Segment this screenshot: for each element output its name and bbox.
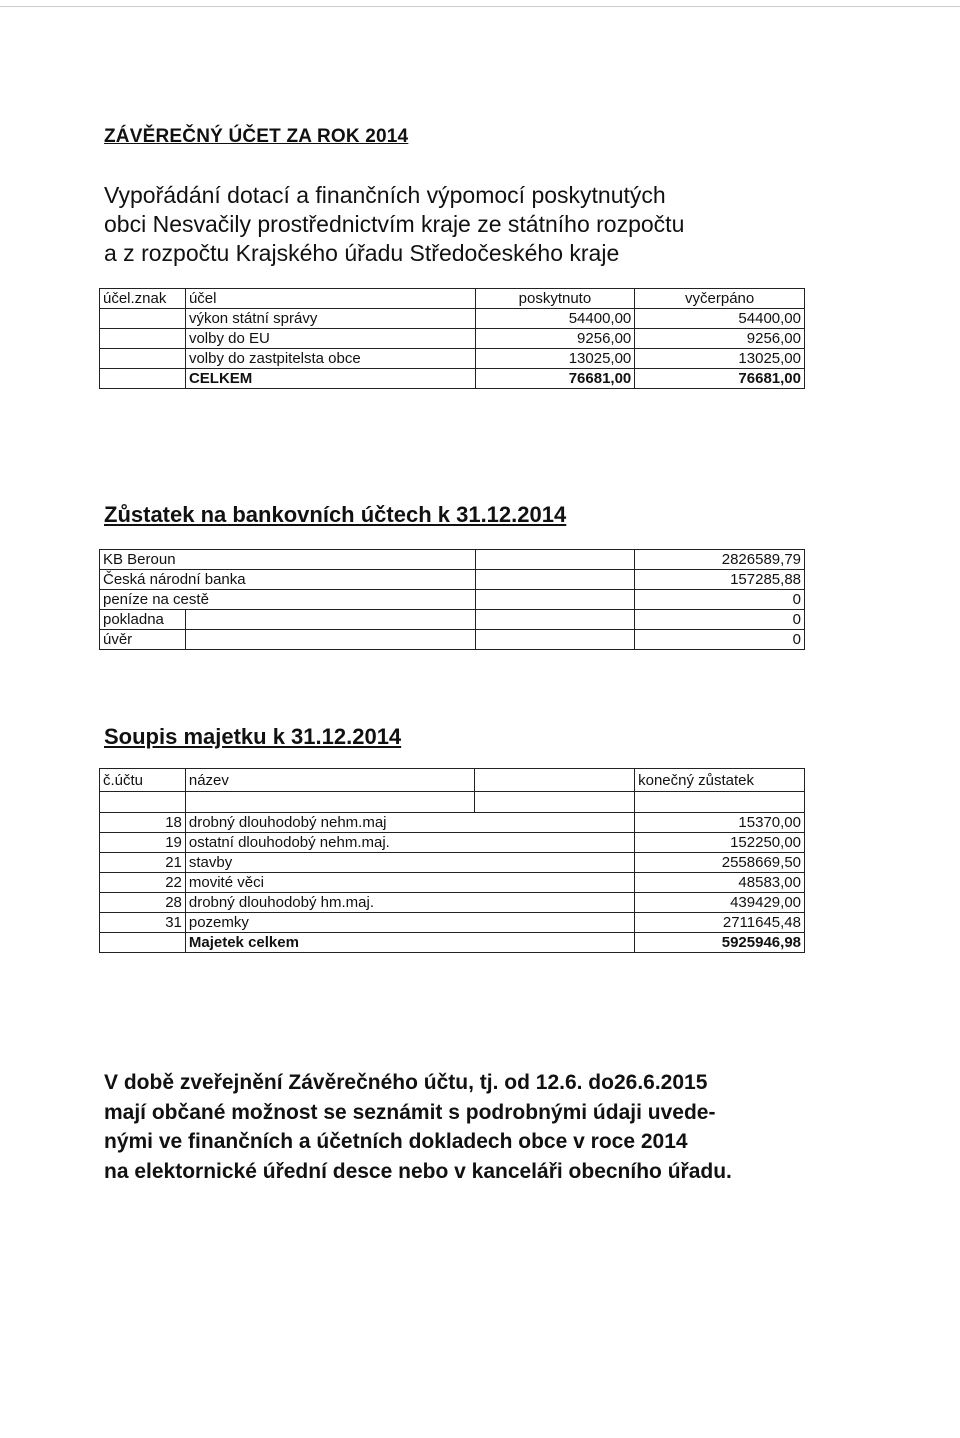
balance-cell: 48583,00 (635, 873, 805, 893)
empty-cell (185, 630, 475, 650)
notice-line: mají občané možnost se seznámit s podrobnými údaji uvede- (104, 1100, 716, 1124)
asset-inventory-table (99, 768, 805, 953)
account-cell: 18 (100, 813, 186, 833)
table-row (100, 873, 805, 893)
account-cell: 21 (100, 853, 186, 873)
table-row (100, 893, 805, 913)
balance-cell: 15370,00 (635, 813, 805, 833)
balance-cell: 0 (635, 590, 805, 610)
table-row (100, 349, 805, 369)
table-row (100, 590, 805, 610)
table-row (100, 913, 805, 933)
balance-cell: 152250,00 (635, 833, 805, 853)
spent-cell: 54400,00 (635, 309, 805, 329)
subtitle-line: obci Nesvačily prostřednictvím kraje ze státního rozpočtu (104, 211, 685, 237)
table-header-row (100, 289, 805, 309)
empty-cell (475, 630, 635, 650)
empty-cell (475, 610, 635, 630)
spent-cell: 9256,00 (635, 329, 805, 349)
column-header-balance: konečný zůstatek (635, 769, 805, 792)
table-row (100, 833, 805, 853)
asset-name-cell: ostatní dlouhodobý nehm.maj. (185, 833, 634, 853)
subsidies-table (99, 288, 805, 389)
spent-total-cell: 76681,00 (635, 369, 805, 389)
balance-cell: 157285,88 (635, 570, 805, 590)
balance-cell: 2826589,79 (635, 550, 805, 570)
notice-line: na elektornické úřední desce nebo v kanceláři obecního úřadu. (104, 1159, 732, 1183)
total-value-cell: 5925946,98 (635, 933, 805, 953)
account-name: KB Beroun (103, 551, 176, 568)
column-header-empty (475, 769, 635, 792)
account-name: Česká národní banka (103, 571, 246, 588)
account-name-cell (100, 570, 476, 590)
bank-balance-table (99, 549, 805, 650)
column-header-account: č.účtu (100, 769, 186, 792)
asset-name-cell: drobný dlouhodobý nehm.maj (185, 813, 634, 833)
asset-name-cell: stavby (185, 853, 634, 873)
account-name-cell (100, 590, 476, 610)
provided-total-cell: 76681,00 (475, 369, 635, 389)
balance-cell: 2558669,50 (635, 853, 805, 873)
provided-cell: 54400,00 (475, 309, 635, 329)
total-label-cell: Majetek celkem (185, 933, 634, 953)
balance-cell: 2711645,48 (635, 913, 805, 933)
asset-name-cell: movité věci (185, 873, 634, 893)
empty-cell (635, 792, 805, 813)
table-row (100, 309, 805, 329)
table-row (100, 610, 805, 630)
provided-cell: 13025,00 (475, 349, 635, 369)
provided-cell: 9256,00 (475, 329, 635, 349)
empty-cell (100, 933, 186, 953)
asset-name-cell: pozemky (185, 913, 634, 933)
scan-top-edge (0, 6, 960, 7)
table-row (100, 853, 805, 873)
subsidy-section-subtitle (104, 181, 684, 268)
code-cell (100, 309, 186, 329)
column-header-spent: vyčerpáno (635, 289, 805, 309)
spent-cell: 13025,00 (635, 349, 805, 369)
column-header-name: název (185, 769, 475, 792)
spacer-row (100, 792, 805, 813)
notice-line: nými ve finančních a účetních dokladech obce v roce 2014 (104, 1130, 688, 1153)
table-header-row (100, 769, 805, 792)
empty-cell (100, 792, 186, 813)
asset-name-cell: drobný dlouhodobý hm.maj. (185, 893, 634, 913)
table-total-row (100, 933, 805, 953)
account-cell: 28 (100, 893, 186, 913)
empty-cell (475, 590, 635, 610)
code-cell (100, 349, 186, 369)
balance-cell: 439429,00 (635, 893, 805, 913)
empty-cell (475, 792, 635, 813)
table-row (100, 550, 805, 570)
table-total-row (100, 369, 805, 389)
table-row (100, 630, 805, 650)
document-title: ZÁVĚREČNÝ ÚČET ZA ROK 2014 (104, 126, 409, 147)
bank-balance-heading: Zůstatek na bankovních účtech k 31.12.2014 (104, 502, 567, 527)
asset-inventory-heading: Soupis majetku k 31.12.2014 (104, 724, 402, 749)
publication-notice (104, 1068, 844, 1186)
total-label-cell: CELKEM (185, 369, 475, 389)
notice-line: V době zveřejnění Závěrečného účtu, tj. od 12.6. do26.6.2015 (104, 1071, 708, 1094)
subtitle-line: Vypořádání dotací a finančních výpomocí poskytnutých (104, 182, 666, 208)
account-name-cell (100, 550, 476, 570)
empty-cell (475, 550, 635, 570)
table-row (100, 570, 805, 590)
account-cell: 19 (100, 833, 186, 853)
account-name-cell: pokladna (100, 610, 186, 630)
table-row (100, 329, 805, 349)
balance-cell: 0 (635, 610, 805, 630)
purpose-cell: volby do zastpitelsta obce (185, 349, 475, 369)
account-name-cell: úvěr (100, 630, 186, 650)
empty-cell (185, 792, 475, 813)
purpose-cell: výkon státní správy (185, 309, 475, 329)
account-name: peníze na cestě (103, 591, 209, 608)
column-header-provided: poskytnuto (475, 289, 635, 309)
table-row (100, 813, 805, 833)
purpose-cell: volby do EU (185, 329, 475, 349)
balance-cell: 0 (635, 630, 805, 650)
column-header-purpose: účel (185, 289, 475, 309)
empty-cell (185, 610, 475, 630)
empty-cell (475, 570, 635, 590)
account-cell: 31 (100, 913, 186, 933)
code-cell (100, 329, 186, 349)
column-header-code: účel.znak (100, 289, 186, 309)
account-cell: 22 (100, 873, 186, 893)
code-cell (100, 369, 186, 389)
subtitle-line: a z rozpočtu Krajského úřadu Středočeského kraje (104, 240, 620, 266)
